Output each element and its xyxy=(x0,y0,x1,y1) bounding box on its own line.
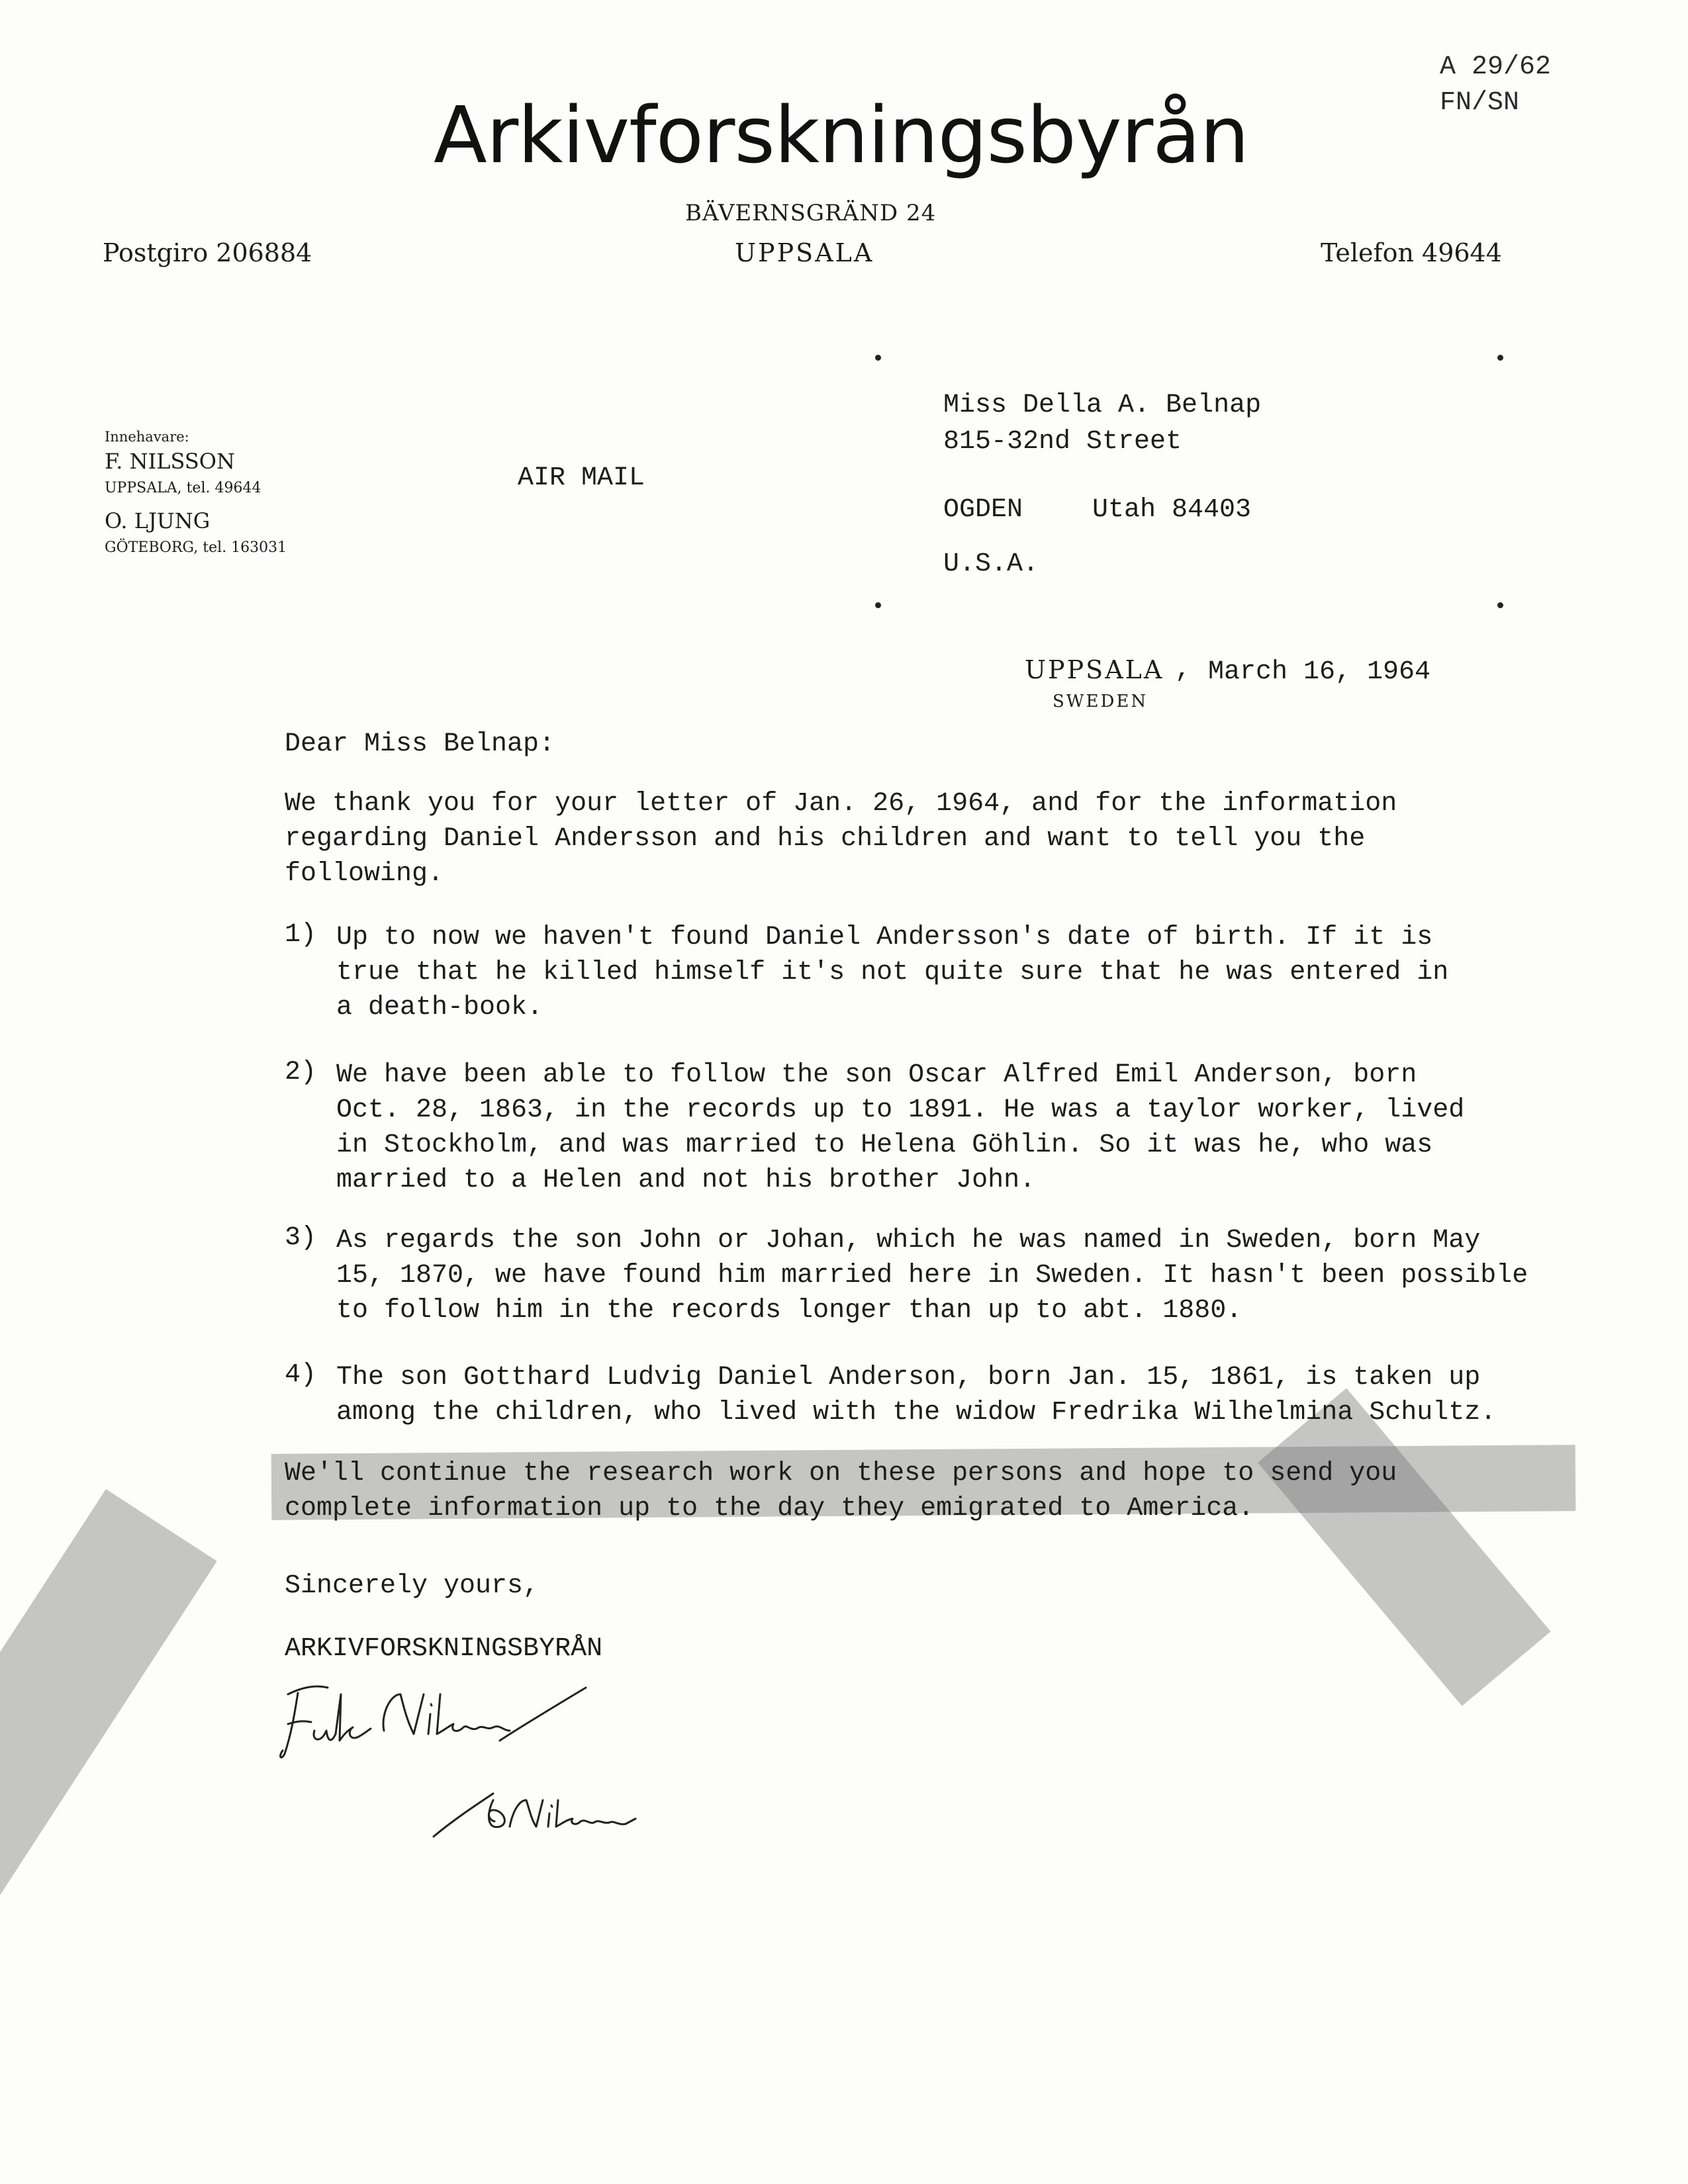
dateline-comma: , xyxy=(1175,655,1192,685)
signature-stroke xyxy=(510,1800,635,1827)
dateline-city: UPPSALA xyxy=(1025,655,1164,684)
window-marker xyxy=(1497,602,1503,608)
recipient-street: 815-32nd Street xyxy=(943,427,1182,457)
sign-off: Sincerely yours, xyxy=(285,1571,539,1601)
owner1-name: F. NILSSON xyxy=(105,449,235,474)
list-item-number: 3) xyxy=(285,1223,317,1253)
list-item-text: As regards the son John or Johan, which he was named in Sweden, born May 15, 1870, we have found him married here in Sweden. It hasn't been possible to follow him in the records longer than up to abt. 1880. xyxy=(336,1226,1528,1326)
owner2-name: O. LJUNG xyxy=(105,508,211,533)
salutation: Dear Miss Belnap: xyxy=(285,729,555,759)
list-item-text: Up to now we haven't found Daniel Andersson's date of birth. If it is true that he killed himself it's not quite sure that he was entered in a death-book. xyxy=(336,923,1449,1023)
letterhead-postgiro: Postgiro 206884 xyxy=(103,238,312,267)
signature-stroke xyxy=(383,1694,510,1734)
signature-stroke xyxy=(434,1794,493,1837)
letterhead-street: BÄVERNSGRÄND 24 xyxy=(685,200,937,226)
file-reference-line1: A 29/62 xyxy=(1440,52,1552,82)
file-reference-line2: FN/SN xyxy=(1440,88,1520,118)
list-item-number: 2) xyxy=(285,1058,317,1087)
recipient-city: OGDEN xyxy=(943,495,1023,525)
company-logo-title: Arkivforskningsbyrån xyxy=(434,89,1249,181)
signature-stroke xyxy=(314,1694,371,1741)
air-mail-mark: AIR MAIL xyxy=(518,463,645,493)
recipient-name: Miss Della A. Belnap xyxy=(943,390,1262,420)
handwritten-signatures xyxy=(275,1668,738,1889)
intro-paragraph: We thank you for your letter of Jan. 26, 1964, and for the information regarding Daniel Andersson and his children and want to tell you the following. xyxy=(285,789,1397,889)
dateline-date: March 16, 1964 xyxy=(1208,657,1431,687)
window-marker xyxy=(875,355,881,361)
letterhead-telefon: Telefon 49644 xyxy=(1321,238,1502,267)
window-marker xyxy=(1497,355,1503,361)
signature-stroke xyxy=(489,1800,504,1827)
list-item-number: 1) xyxy=(285,920,317,950)
list-item-number: 4) xyxy=(285,1360,317,1390)
owner1-city: UPPSALA, tel. 49644 xyxy=(105,480,261,496)
tape-strip xyxy=(1258,1388,1551,1706)
recipient-country: U.S.A. xyxy=(943,549,1039,579)
window-marker xyxy=(875,602,881,608)
signature-stroke xyxy=(500,1688,586,1741)
tape-strip xyxy=(0,1489,217,2050)
signature-drawing xyxy=(275,1668,738,1886)
list-item-text: We have been able to follow the son Oscar Alfred Emil Anderson, born Oct. 28, 1863, in the records up to 1891. He was a taylor worker, lived in Stockholm, and was married to Helena Göhlin. So it was he, who was married to a Helen and not his brother John. xyxy=(336,1060,1465,1195)
letterhead-city: UPPSALA xyxy=(735,238,874,267)
dateline-country: SWEDEN xyxy=(1053,692,1149,711)
owner2-city: GÖTEBORG, tel. 163031 xyxy=(105,539,287,556)
owners-label: Innehavare: xyxy=(105,429,189,445)
signature-stroke xyxy=(281,1686,328,1757)
recipient-state-zip: Utah 84403 xyxy=(1092,495,1252,525)
list-item-text: The son Gotthard Ludvig Daniel Anderson, born Jan. 15, 1861, is taken up among the children, who lived with the widow Fredrika Wilhelmina Schultz. xyxy=(336,1363,1497,1428)
file-reference xyxy=(1440,50,1551,121)
closing-paragraph: We'll continue the research work on these persons and hope to send you complete information up to the day they emigrated to America. xyxy=(285,1459,1397,1524)
company-signature-block: ARKIVFORSKNINGSBYRÅN xyxy=(285,1634,603,1664)
